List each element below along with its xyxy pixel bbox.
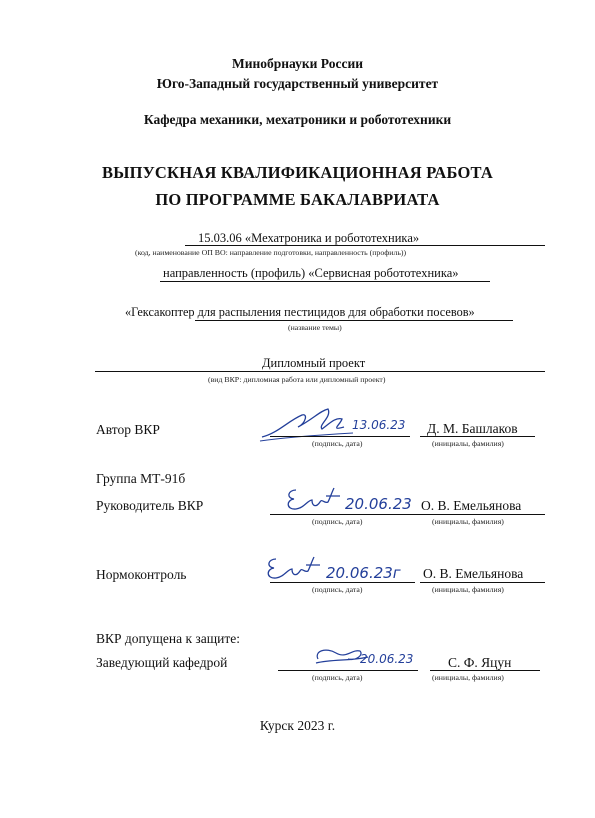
program-underline <box>185 245 545 246</box>
supervisor-signature-date: 20.06.23 <box>345 495 412 513</box>
program-profile: направленность (профиль) «Сервисная робототехника» <box>163 266 459 280</box>
thesis-title-line2: ПО ПРОГРАММЕ БАКАЛАВРИАТА <box>155 190 440 209</box>
head-signature-date: 20.06.23 <box>360 652 414 666</box>
author-signature-line <box>270 436 410 437</box>
supervisor-label: Руководитель ВКР <box>96 498 204 513</box>
group-label: Группа МТ-91б <box>96 471 186 486</box>
author-name-caption: (инициалы, фамилия) <box>432 439 504 448</box>
supervisor-sig-caption: (подпись, дата) <box>312 517 363 526</box>
author-label: Автор ВКР <box>96 422 160 437</box>
author-name: Д. М. Башлаков <box>427 421 518 436</box>
work-type-underline <box>95 371 545 372</box>
head-signature-line <box>278 670 418 671</box>
normcontrol-sig-caption: (подпись, дата) <box>312 585 363 594</box>
head-sig-caption: (подпись, дата) <box>312 673 363 682</box>
work-type-value: Дипломный проект <box>262 356 366 370</box>
supervisor-name: О. В. Емельянова <box>421 498 522 513</box>
author-signature-date: 13.06.23 <box>352 418 406 432</box>
author-sig-caption: (подпись, дата) <box>312 439 363 448</box>
work-type-caption: (вид ВКР: дипломная работа или дипломный проект) <box>208 375 386 384</box>
normcontrol-signature-line <box>270 582 415 583</box>
program-value: 15.03.06 «Мехатроника и робототехника» <box>198 231 420 245</box>
normcontrol-name: О. В. Емельянова <box>423 566 524 581</box>
normcontrol-signature-date: 20.06.23г <box>326 564 401 582</box>
city-year: Курск 2023 г. <box>259 718 336 733</box>
ministry-heading: Минобрнауки России <box>231 56 364 71</box>
supervisor-name-line <box>420 514 545 515</box>
supervisor-name-caption: (инициалы, фамилия) <box>432 517 504 526</box>
topic-value: «Гексакоптер для распыления пестицидов для обработки посевов» <box>125 305 475 319</box>
head-of-department-label: Заведующий кафедрой <box>96 655 228 670</box>
admission-label: ВКР допущена к защите: <box>96 631 240 646</box>
head-name-caption: (инициалы, фамилия) <box>432 673 504 682</box>
head-name-line <box>430 670 540 671</box>
program-caption: (код, наименование ОП ВО: направление подготовки, направленность (профиль)) <box>135 248 407 257</box>
head-name: С. Ф. Яцун <box>448 655 512 670</box>
thesis-title-line1: ВЫПУСКНАЯ КВАЛИФИКАЦИОННАЯ РАБОТА <box>101 163 494 182</box>
profile-underline <box>160 281 490 282</box>
university-heading: Юго-Западный государственный университет <box>156 76 439 91</box>
department-heading: Кафедра механики, мехатроники и робототехники <box>143 112 452 127</box>
topic-caption: (название темы) <box>288 323 342 332</box>
normcontrol-name-line <box>420 582 545 583</box>
author-name-line <box>420 436 535 437</box>
normcontrol-label: Нормоконтроль <box>96 567 187 582</box>
supervisor-signature-line <box>270 514 420 515</box>
topic-underline <box>195 320 513 321</box>
normcontrol-name-caption: (инициалы, фамилия) <box>432 585 504 594</box>
